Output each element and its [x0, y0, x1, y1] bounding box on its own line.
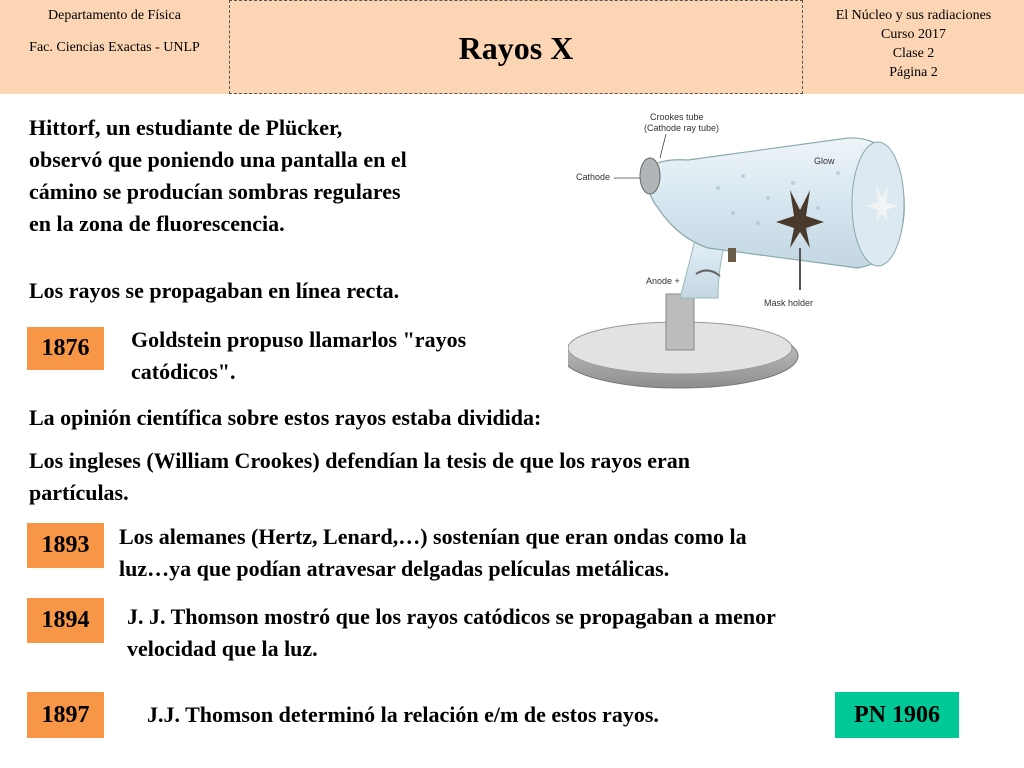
year-badge-1894: 1894: [27, 598, 104, 643]
year-badge-1876: 1876: [27, 327, 104, 370]
page-title: Rayos X: [458, 30, 574, 66]
crookes-tube-illustration: [568, 98, 924, 400]
straight-line-statement: Los rayos se propagaban en línea recta.: [29, 278, 400, 303]
department-name: Departamento de Física: [48, 8, 181, 23]
label-tube-1: Crookes tube: [650, 112, 704, 122]
header-right: [803, 0, 1024, 94]
alemanes-paragraph: [119, 521, 747, 585]
stand-post: [666, 294, 694, 350]
ingleses-line-2: partículas.: [29, 480, 129, 505]
thomson-line-1: J. J. Thomson mostró que los rayos catódicos se propagaban a menor: [127, 604, 776, 629]
year-badge-1897: 1897: [27, 692, 104, 738]
hittorf-line-1: Hittorf, un estudiante de Plücker,: [29, 115, 343, 140]
label-anode: Anode +: [646, 276, 680, 286]
course-year: Curso 2017: [881, 27, 946, 42]
year-badge-1893: 1893: [27, 523, 104, 568]
ingleses-paragraph: [29, 445, 690, 509]
hittorf-line-2: observó que poniendo una pantalla en el: [29, 147, 407, 172]
header-left: [0, 0, 229, 94]
ingleses-line-1: Los ingleses (William Crookes) defendían la tesis de que los rayos eran: [29, 448, 691, 473]
goldstein-paragraph: [131, 324, 466, 388]
goldstein-line-2: catódicos".: [131, 359, 236, 384]
em-statement: J.J. Thomson determinó la relación e/m de estos rayos.: [147, 702, 659, 727]
label-glow: Glow: [814, 156, 835, 166]
alemanes-line-1: Los alemanes (Hertz, Lenard,…) sostenían que eran ondas como la: [119, 524, 747, 549]
opinion-statement: La opinión científica sobre estos rayos estaba dividida:: [29, 405, 542, 430]
thomson-paragraph: [127, 601, 776, 665]
faculty-name: Fac. Ciencias Exactas - UNLP: [29, 40, 200, 55]
class-number: Clase 2: [892, 46, 935, 61]
label-mask: Mask holder: [764, 298, 814, 308]
cathode: [640, 158, 660, 194]
label-cathode: Cathode: [576, 172, 611, 182]
thomson-line-2: velocidad que la luz.: [127, 636, 318, 661]
nobel-prize-badge: PN 1906: [835, 692, 959, 738]
label-tube-2: (Cathode ray tube): [644, 123, 720, 133]
alemanes-line-2: luz…ya que podían atravesar delgadas películas metálicas.: [119, 556, 670, 581]
goldstein-line-1: Goldstein propuso llamarlos "rayos: [131, 327, 467, 352]
anode: [728, 248, 736, 262]
hittorf-line-4: en la zona de fluorescencia.: [29, 211, 285, 236]
hittorf-line-3: cámino se producían sombras regulares: [29, 179, 401, 204]
course-name: El Núcleo y sus radiaciones: [835, 8, 992, 23]
page-number: Página 2: [889, 65, 938, 80]
header-title-box: [229, 0, 803, 94]
hittorf-paragraph: [29, 112, 407, 240]
